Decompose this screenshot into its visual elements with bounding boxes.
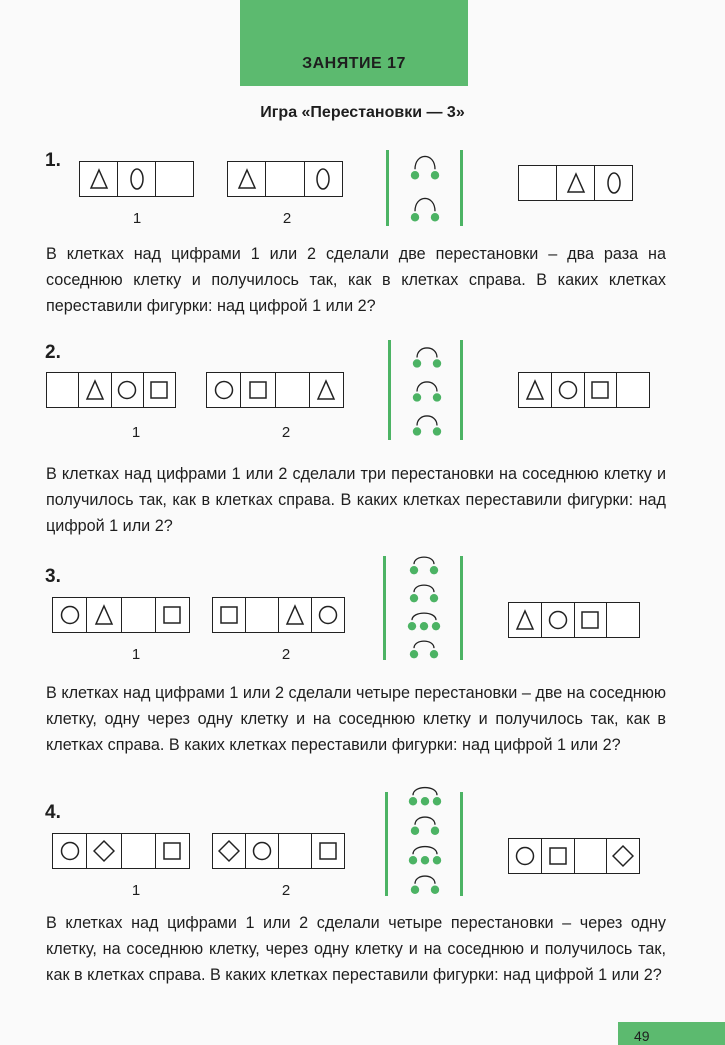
- cell-triangle: [310, 373, 343, 407]
- strip-option-2: [212, 597, 345, 633]
- swap-arc: [414, 585, 434, 592]
- cell-square: [241, 373, 275, 407]
- strip-option-2: [212, 833, 345, 869]
- cell-triangle: [279, 598, 312, 632]
- cell-square: [213, 598, 246, 632]
- cell-circle: [53, 598, 87, 632]
- diamond-shape: [218, 839, 240, 863]
- cell-triangle: [509, 603, 542, 637]
- swap-dot: [431, 213, 439, 221]
- cell-square: [312, 834, 344, 868]
- swap-dot: [411, 827, 419, 835]
- diamond-shape: [612, 844, 634, 868]
- strip-label-2: 2: [281, 646, 291, 663]
- cell-circle: [509, 839, 542, 873]
- cell-empty: [279, 834, 312, 868]
- swap-dot: [433, 797, 441, 805]
- cell-square: [575, 603, 608, 637]
- strip-option-1: [52, 597, 190, 633]
- lesson-header-banner: [240, 0, 468, 86]
- swap-arc: [415, 198, 435, 211]
- strip-option-2: [227, 161, 343, 197]
- circle-shape: [547, 608, 569, 632]
- swap-dot: [413, 359, 421, 367]
- cell-circle: [53, 834, 87, 868]
- square-shape: [579, 608, 601, 632]
- swap-dot: [431, 171, 439, 179]
- strip-result: [508, 602, 640, 638]
- cell-triangle: [228, 162, 266, 196]
- swap-moves-diagram: [390, 550, 458, 662]
- swap-arc: [417, 348, 437, 358]
- cell-triangle: [557, 166, 595, 200]
- swap-dot: [411, 886, 419, 894]
- cell-square: [156, 834, 189, 868]
- strip-label-2: 2: [282, 210, 292, 227]
- square-shape: [547, 844, 569, 868]
- divider-line-right: [460, 150, 463, 226]
- triangle-shape: [84, 378, 106, 402]
- cell-empty: [617, 373, 649, 407]
- divider-line-right: [460, 340, 463, 440]
- strip-label-1: 1: [132, 210, 142, 227]
- cell-diamond: [213, 834, 246, 868]
- triangle-shape: [514, 608, 536, 632]
- triangle-shape: [88, 167, 110, 191]
- cell-circle: [542, 603, 575, 637]
- ellipse-shape: [603, 171, 625, 195]
- strip-option-1: [79, 161, 194, 197]
- divider-line-left: [386, 150, 389, 226]
- cell-ellipse: [305, 162, 342, 196]
- swap-dot: [430, 566, 438, 574]
- cell-diamond: [607, 839, 639, 873]
- strip-option-2: [206, 372, 344, 408]
- circle-shape: [317, 603, 339, 627]
- circle-shape: [251, 839, 273, 863]
- swap-arc: [412, 613, 436, 620]
- exercise-text: В клетках над цифрами 1 или 2 сделали две перестановки – два раза на соседнюю клетку и получилось так, как в клетках справа. В каких клетках переставили фигурки: над цифрой 1 или 2?: [46, 245, 666, 315]
- cell-empty: [276, 373, 310, 407]
- cell-empty: [575, 839, 608, 873]
- cell-square: [585, 373, 618, 407]
- cell-empty: [519, 166, 557, 200]
- cell-square: [144, 373, 175, 407]
- divider-line-left: [385, 792, 388, 896]
- cell-empty: [156, 162, 193, 196]
- swap-dot: [431, 886, 439, 894]
- swap-dot: [430, 650, 438, 658]
- strip-option-1: [46, 372, 176, 408]
- circle-shape: [557, 378, 579, 402]
- swap-arc: [415, 876, 435, 884]
- swap-dot: [413, 393, 421, 401]
- swap-moves-diagram: [392, 780, 458, 898]
- swap-dot: [409, 797, 417, 805]
- swap-dot: [421, 797, 429, 805]
- exercise-text: В клетках над цифрами 1 или 2 сделали три перестановки на соседнюю клетку и получилось так, как в клетках справа. В каких клетках переставили фигурки: над цифрой 1 или 2?: [46, 465, 666, 535]
- cell-square: [542, 839, 575, 873]
- swap-dot: [421, 856, 429, 864]
- cell-empty: [47, 373, 79, 407]
- exercise-number: 4.: [45, 802, 61, 823]
- strip-result: [508, 838, 640, 874]
- swap-arc: [414, 641, 434, 648]
- square-shape: [161, 603, 183, 627]
- swap-dot: [433, 856, 441, 864]
- triangle-shape: [315, 378, 337, 402]
- divider-line-right: [460, 556, 463, 660]
- cell-circle: [112, 373, 144, 407]
- divider-line-left: [383, 556, 386, 660]
- swap-arc: [417, 416, 437, 426]
- cell-triangle: [87, 598, 121, 632]
- strip-result: [518, 165, 633, 201]
- square-shape: [247, 378, 269, 402]
- cell-triangle: [519, 373, 552, 407]
- cell-circle: [207, 373, 241, 407]
- swap-arc: [414, 557, 434, 564]
- ellipse-shape: [126, 167, 148, 191]
- swap-dot: [433, 393, 441, 401]
- divider-line-left: [388, 340, 391, 440]
- exercise-text: В клетках над цифрами 1 или 2 сделали четыре перестановки – две на соседнюю клетку, одну через одну клетку и на соседнюю клетку и получилось так, как в клетках справа. В каких клетках переставили фигурки: над цифрой 1 или 2?: [46, 684, 666, 754]
- exercise-number: 1.: [45, 150, 61, 171]
- square-shape: [148, 378, 170, 402]
- strip-result: [518, 372, 650, 408]
- strip-label-1: 1: [131, 882, 141, 899]
- diamond-shape: [93, 839, 115, 863]
- swap-dot: [411, 213, 419, 221]
- circle-shape: [59, 839, 81, 863]
- swap-moves-diagram: [393, 145, 457, 229]
- triangle-shape: [236, 167, 258, 191]
- swap-arc: [415, 817, 435, 825]
- exercise-number: 2.: [45, 342, 61, 363]
- square-shape: [589, 378, 611, 402]
- exercise-number: 3.: [45, 566, 61, 587]
- swap-dot: [410, 566, 418, 574]
- swap-arc: [413, 788, 437, 796]
- divider-line-right: [460, 792, 463, 896]
- swap-dot: [420, 622, 428, 630]
- swap-dot: [433, 427, 441, 435]
- swap-arc: [413, 847, 437, 855]
- swap-dot: [413, 427, 421, 435]
- cell-empty: [122, 834, 156, 868]
- swap-dot: [430, 594, 438, 602]
- triangle-shape: [93, 603, 115, 627]
- strip-label-1: 1: [131, 424, 141, 441]
- circle-shape: [514, 844, 536, 868]
- game-title: Игра «Перестановки — 3»: [260, 104, 465, 121]
- cell-ellipse: [595, 166, 632, 200]
- cell-ellipse: [118, 162, 156, 196]
- swap-arc: [415, 156, 435, 169]
- swap-dot: [432, 622, 440, 630]
- swap-dot: [411, 171, 419, 179]
- square-shape: [161, 839, 183, 863]
- swap-dot: [408, 622, 416, 630]
- square-shape: [317, 839, 339, 863]
- triangle-shape: [284, 603, 306, 627]
- circle-shape: [213, 378, 235, 402]
- ellipse-shape: [312, 167, 334, 191]
- swap-dot: [431, 827, 439, 835]
- cell-empty: [246, 598, 279, 632]
- circle-shape: [59, 603, 81, 627]
- triangle-shape: [565, 171, 587, 195]
- cell-square: [156, 598, 189, 632]
- page-number: 49: [634, 1028, 650, 1044]
- page-number-tab: [618, 1022, 725, 1045]
- triangle-shape: [524, 378, 546, 402]
- swap-arc: [417, 382, 437, 392]
- cell-triangle: [79, 373, 111, 407]
- swap-dot: [410, 650, 418, 658]
- cell-circle: [312, 598, 344, 632]
- strip-label-2: 2: [281, 882, 291, 899]
- swap-dot: [433, 359, 441, 367]
- swap-dot: [409, 856, 417, 864]
- cell-triangle: [80, 162, 118, 196]
- strip-label-2: 2: [281, 424, 291, 441]
- cell-empty: [122, 598, 156, 632]
- cell-empty: [266, 162, 304, 196]
- square-shape: [218, 603, 240, 627]
- swap-dot: [410, 594, 418, 602]
- exercise-text: В клетках над цифрами 1 или 2 сделали четыре перестановки – через одну клетку, на соседнюю клетку, через одну клетку и на соседнюю и получилось так, как в клетках справа. В каких клетках переставили фигурки: над цифрой 1 или 2?: [46, 914, 666, 984]
- strip-option-1: [52, 833, 190, 869]
- cell-circle: [246, 834, 279, 868]
- strip-label-1: 1: [131, 646, 141, 663]
- cell-empty: [607, 603, 639, 637]
- cell-diamond: [87, 834, 121, 868]
- circle-shape: [116, 378, 138, 402]
- cell-circle: [552, 373, 585, 407]
- lesson-title: ЗАНЯТИЕ 17: [302, 55, 406, 72]
- swap-moves-diagram: [395, 339, 459, 441]
